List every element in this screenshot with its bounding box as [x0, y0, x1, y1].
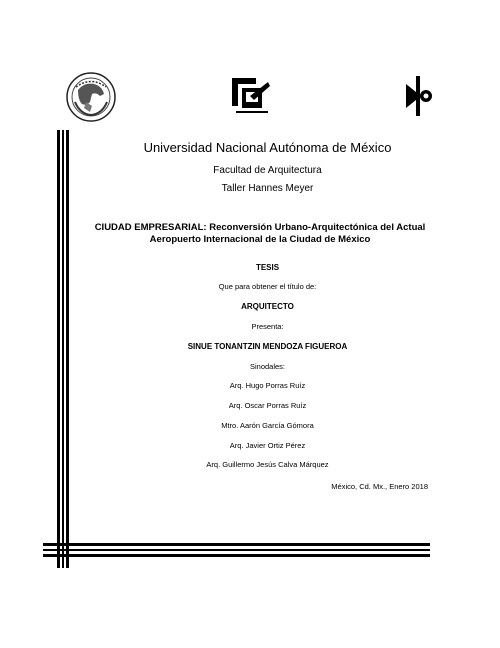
thesis-label: TESIS	[255, 263, 280, 272]
sinodal-4: Arq. Javier Ortiz Pérez	[229, 441, 306, 450]
purpose-text: Que para obtener el título de:	[218, 282, 317, 291]
frame-horizontal-bar-3	[43, 554, 430, 557]
frame-horizontal-bar-2	[43, 549, 430, 551]
faculty-architecture-logo-icon	[228, 74, 272, 116]
author-name: SINUE TONANTZIN MENDOZA FIGUEROA	[187, 342, 348, 351]
sinodal-2: Arq. Oscar Porras Ruíz	[228, 401, 307, 410]
thesis-title: CIUDAD EMPRESARIAL: Reconversión Urbano-Arquitectónica del Actual Aeropuerto Internacional de la Ciudad de México	[94, 222, 426, 245]
workshop-name: Taller Hannes Meyer	[221, 183, 314, 194]
taller-hannes-meyer-logo-icon	[402, 74, 436, 118]
sinodal-3: Mtro. Aarón García Gómora	[221, 421, 314, 430]
university-name: Universidad Nacional Autónoma de México	[143, 140, 392, 155]
sinodal-1: Arq. Hugo Porras Ruíz	[229, 381, 306, 390]
sinodal-5: Arq. Guillermo Jesús Calva Márquez	[206, 460, 329, 469]
sinodales-label: Sinodales:	[249, 362, 286, 371]
frame-horizontal-bar-1	[43, 543, 430, 546]
frame-vertical-bar-1	[57, 130, 60, 568]
degree: ARQUITECTO	[241, 302, 294, 311]
unam-seal-icon	[66, 72, 116, 122]
faculty-name: Facultad de Arquitectura	[213, 165, 322, 176]
frame-vertical-bar-2	[62, 130, 64, 568]
frame-vertical-bar-3	[66, 130, 69, 568]
place-date: México, Cd. Mx., Enero 2018	[331, 482, 428, 491]
presents-label: Presenta:	[251, 322, 284, 331]
